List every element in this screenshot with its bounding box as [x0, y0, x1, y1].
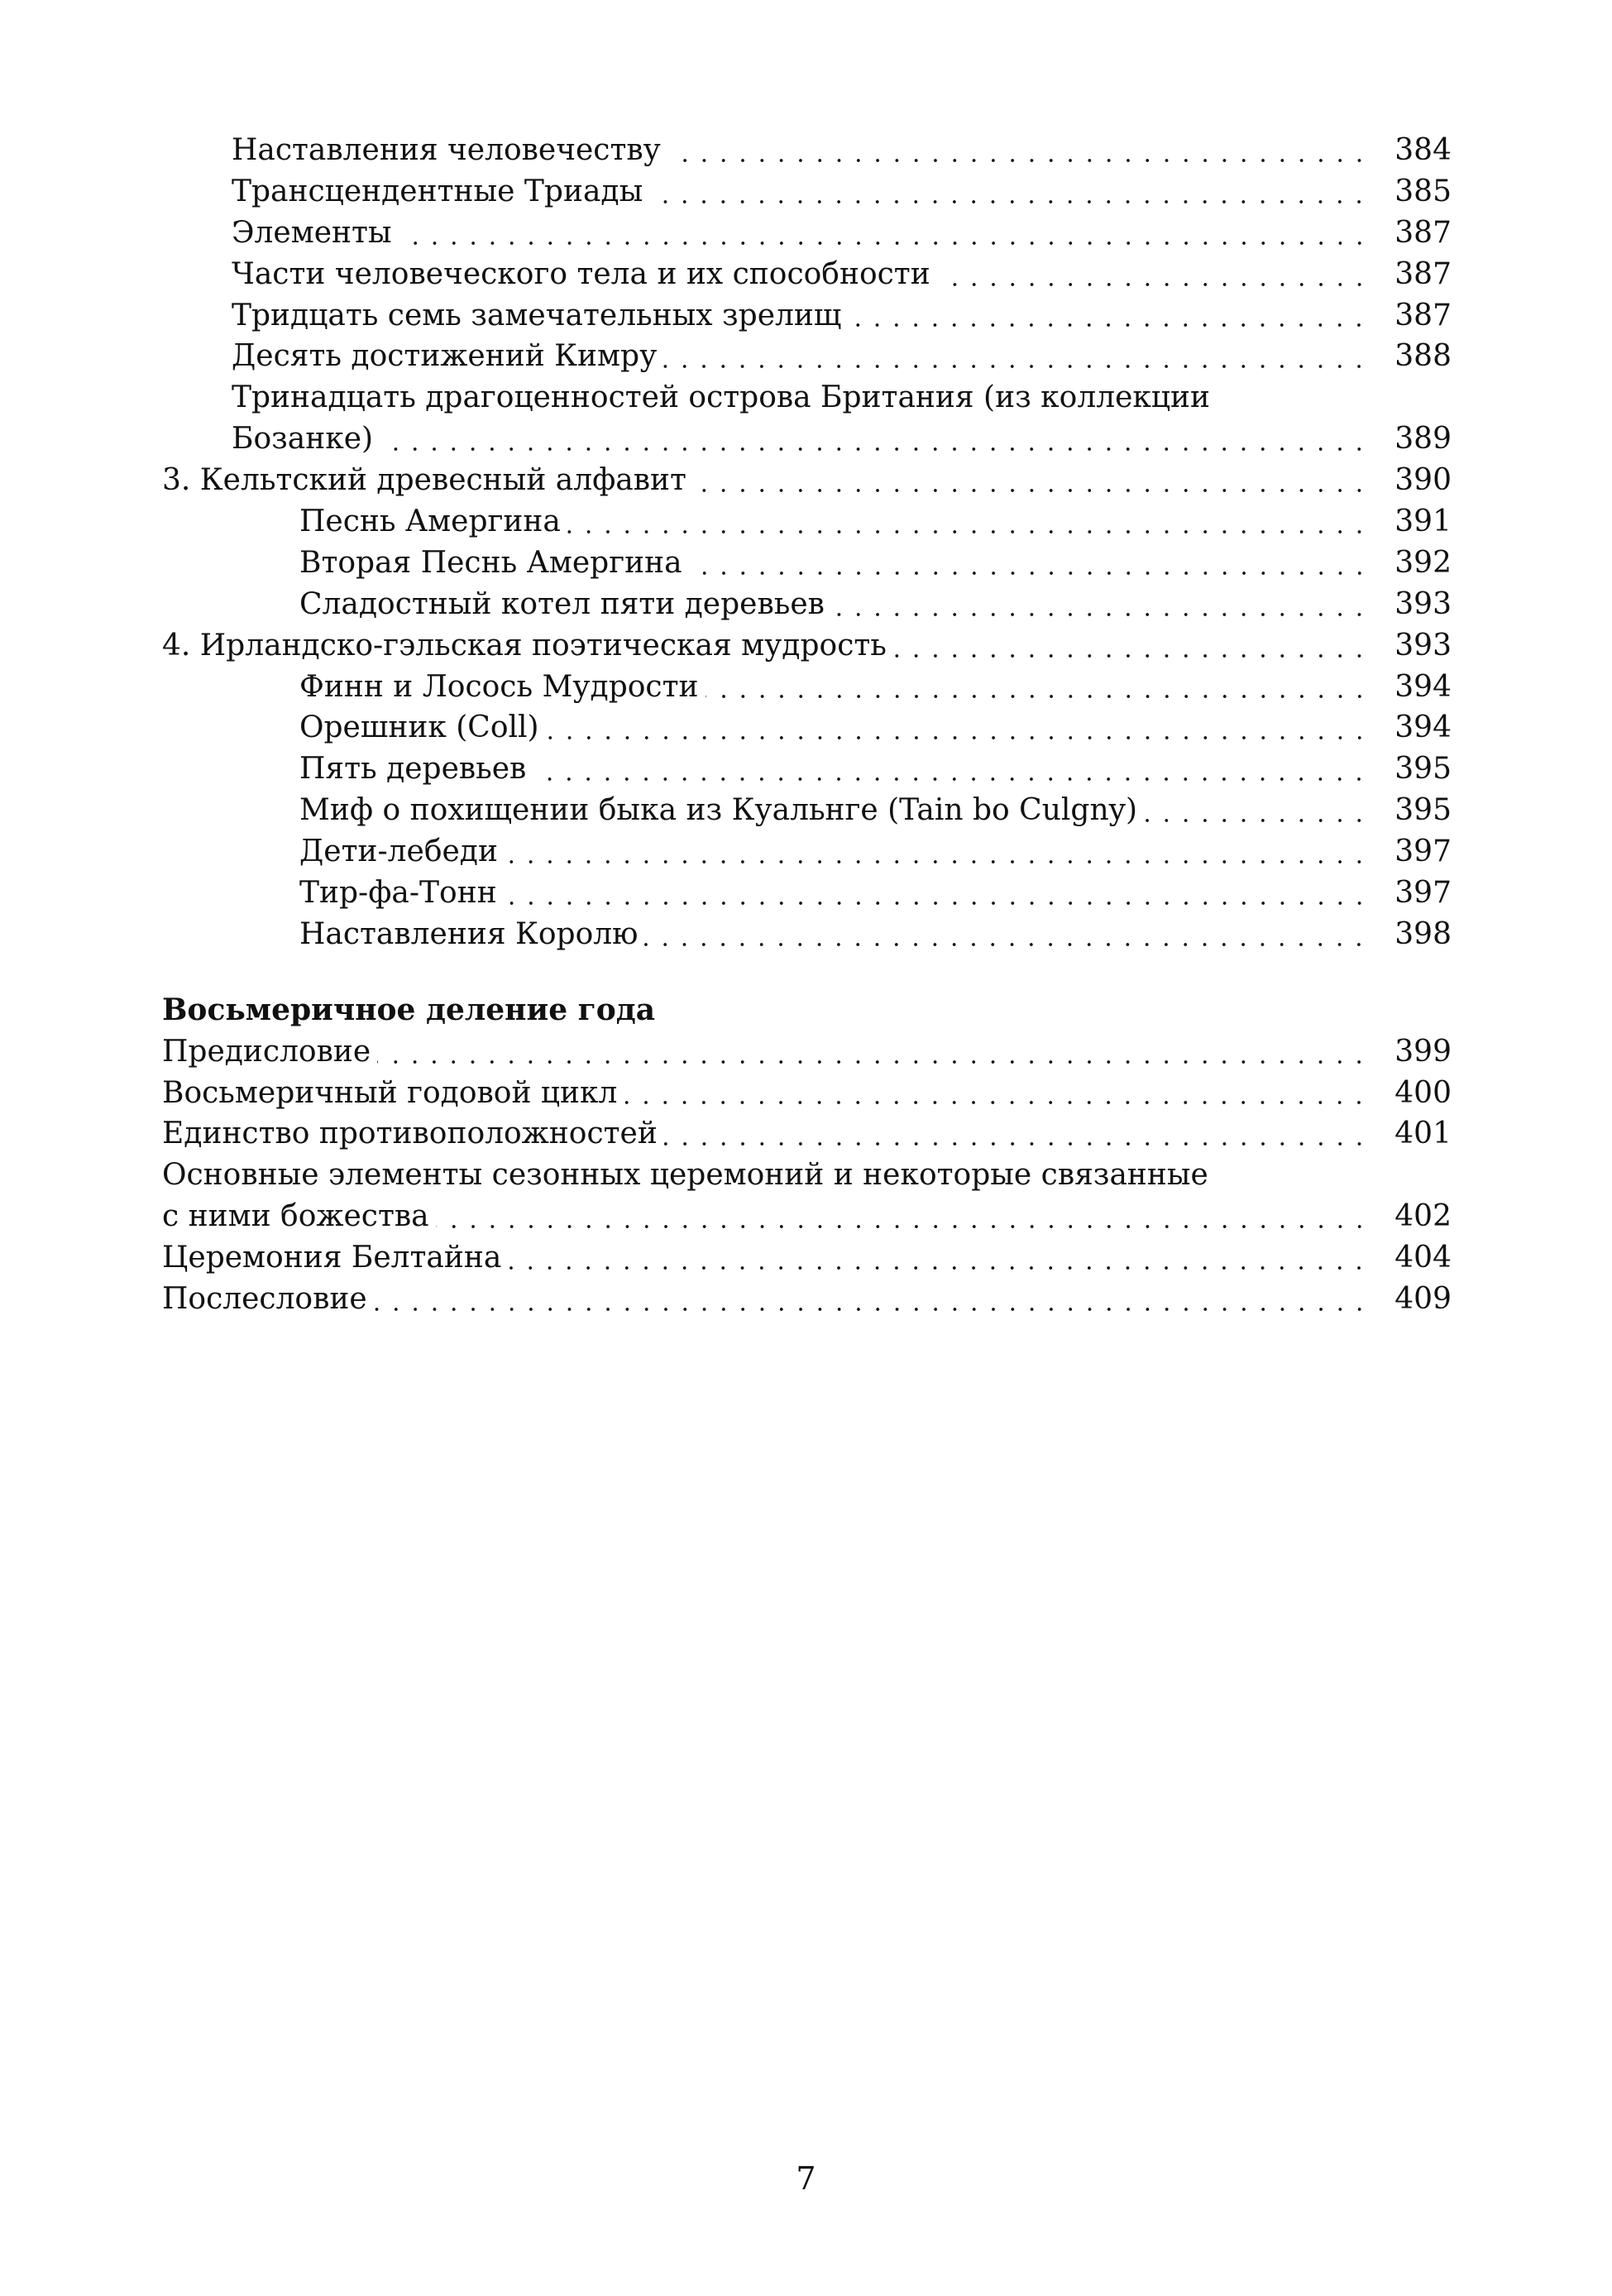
toc-entry-title: Церемония Белтайна — [162, 1237, 508, 1279]
dot-leader — [546, 707, 1369, 749]
dot-leader — [667, 130, 1369, 171]
dot-leader — [399, 213, 1369, 254]
toc-entry-title: Финн и Лосось Мудрости — [299, 667, 706, 708]
toc-entry-page: 388 — [1369, 336, 1452, 377]
toc-entry[interactable] — [162, 1031, 1452, 1073]
toc-entry-page: 398 — [1369, 914, 1452, 955]
dot-leader — [504, 873, 1369, 914]
table-of-contents — [162, 130, 1452, 1320]
toc-entry[interactable] — [162, 213, 1452, 254]
toc-entry[interactable] — [162, 419, 1452, 460]
toc-entry-title: Миф о похищении быка из Куальнге (Tain bo Culgny) — [299, 790, 1144, 831]
dot-leader — [436, 1196, 1369, 1237]
toc-entry-title: Предисловие — [162, 1031, 377, 1073]
toc-entry-page: 390 — [1369, 460, 1452, 501]
toc-entry-title: Наставления Королю — [299, 914, 644, 955]
toc-entry[interactable] — [162, 130, 1452, 171]
dot-leader — [937, 254, 1369, 295]
dot-leader — [508, 1237, 1369, 1279]
toc-entry[interactable] — [162, 707, 1452, 749]
toc-entry-title: Песнь Амергина — [299, 501, 567, 543]
section-heading[interactable]: Восьмеричное деление года — [162, 992, 656, 1027]
toc-entry-title: 3. Кельтский древесный алфавит — [162, 460, 693, 501]
dot-leader — [644, 914, 1369, 955]
toc-entry[interactable] — [162, 171, 1452, 213]
toc-entry[interactable] — [162, 667, 1452, 708]
toc-entry-title: Послесловие — [162, 1279, 374, 1320]
toc-entry[interactable] — [162, 501, 1452, 543]
toc-entry-title: Наставления человечеству — [232, 130, 667, 171]
toc-entry-title: Сладостный котел пяти деревьев — [299, 584, 831, 625]
toc-entry[interactable] — [162, 1237, 1452, 1279]
dot-leader — [505, 831, 1369, 873]
page-number: 7 — [796, 2160, 816, 2197]
toc-entry-title: Трансцендентные Триады — [232, 171, 649, 213]
toc-entry[interactable] — [162, 790, 1452, 831]
toc-entry-page: 394 — [1369, 667, 1452, 708]
toc-entry-page: 387 — [1369, 213, 1452, 254]
toc-entry[interactable] — [162, 914, 1452, 955]
toc-entry-page: 402 — [1369, 1196, 1452, 1237]
toc-entry-page: 387 — [1369, 254, 1452, 295]
toc-entry-title: 4. Ирландско-гэльская поэтическая мудрость — [162, 625, 893, 667]
toc-entry[interactable] — [162, 1196, 1452, 1237]
toc-entry-page: 392 — [1369, 543, 1452, 584]
toc-entry-title: Основные элементы сезонных церемоний и некоторые связанные — [162, 1155, 1215, 1196]
toc-entry-title: Пять деревьев — [299, 749, 533, 790]
toc-entry-page: 393 — [1369, 584, 1452, 625]
toc-entry[interactable] — [162, 749, 1452, 790]
dot-leader — [624, 1073, 1369, 1114]
toc-entry[interactable] — [162, 831, 1452, 873]
toc-entry-title: Десять достижений Кимру — [232, 336, 663, 377]
toc-entry-title: Единство противоположностей — [162, 1113, 664, 1155]
toc-entry-page: 387 — [1369, 295, 1452, 337]
toc-entry-title: Тридцать семь замечательных зрелищ — [232, 295, 848, 337]
dot-leader — [664, 1113, 1369, 1155]
toc-entry-page: 393 — [1369, 625, 1452, 667]
toc-entry-page: 397 — [1369, 831, 1452, 873]
dot-leader — [1144, 790, 1369, 831]
toc-entry-page: 395 — [1369, 790, 1452, 831]
toc-entry[interactable] — [162, 1113, 1452, 1155]
toc-entry-page: 384 — [1369, 130, 1452, 171]
toc-entry[interactable] — [162, 295, 1452, 337]
toc-entry-wrapped-line[interactable] — [162, 377, 1452, 419]
toc-entry-page: 385 — [1369, 171, 1452, 213]
toc-entry-page: 394 — [1369, 707, 1452, 749]
toc-entry-page: 404 — [1369, 1237, 1452, 1279]
toc-entry-page: 391 — [1369, 501, 1452, 543]
toc-entry[interactable] — [162, 1073, 1452, 1114]
dot-leader — [848, 295, 1369, 337]
dot-leader — [893, 625, 1369, 667]
dot-leader — [649, 171, 1369, 213]
toc-entry-page: 401 — [1369, 1113, 1452, 1155]
toc-chapter[interactable] — [162, 625, 1452, 667]
dot-leader — [374, 1279, 1369, 1320]
toc-entry-title: Вторая Песнь Амергина — [299, 543, 689, 584]
toc-entry-page: 397 — [1369, 873, 1452, 914]
dot-leader — [689, 543, 1369, 584]
dot-leader — [567, 501, 1369, 543]
toc-entry-title: Элементы — [232, 213, 399, 254]
toc-entry-page: 409 — [1369, 1279, 1452, 1320]
toc-entry-title-continuation: с ними божества — [162, 1196, 436, 1237]
toc-entry-page: 400 — [1369, 1073, 1452, 1114]
dot-leader — [663, 336, 1369, 377]
toc-entry-page: 399 — [1369, 1031, 1452, 1073]
toc-entry[interactable] — [162, 1279, 1452, 1320]
toc-entry[interactable] — [162, 336, 1452, 377]
toc-entry-title: Орешник (Coll) — [299, 707, 546, 749]
dot-leader — [706, 667, 1369, 708]
toc-entry[interactable] — [162, 873, 1452, 914]
toc-chapter[interactable] — [162, 460, 1452, 501]
toc-entry-title: Восьмеричный годовой цикл — [162, 1073, 624, 1114]
toc-entry-title: Дети-лебеди — [299, 831, 505, 873]
dot-leader — [377, 1031, 1369, 1073]
toc-entry[interactable] — [162, 543, 1452, 584]
toc-entry-title: Части человеческого тела и их способности — [232, 254, 937, 295]
toc-entry-wrapped-line[interactable] — [162, 1155, 1452, 1196]
toc-entry-page: 395 — [1369, 749, 1452, 790]
toc-entry-title: Тринадцать драгоценностей острова Британия (из коллекции — [232, 377, 1217, 419]
dot-leader — [693, 460, 1369, 501]
toc-entry-title-continuation: Бозанке) — [232, 419, 380, 460]
toc-entry-page: 389 — [1369, 419, 1452, 460]
toc-entry-title: Тир-фа-Тонн — [299, 873, 504, 914]
dot-leader — [380, 419, 1369, 460]
dot-leader — [831, 584, 1369, 625]
toc-entry[interactable] — [162, 254, 1452, 295]
toc-entry[interactable] — [162, 584, 1452, 625]
dot-leader — [533, 749, 1369, 790]
